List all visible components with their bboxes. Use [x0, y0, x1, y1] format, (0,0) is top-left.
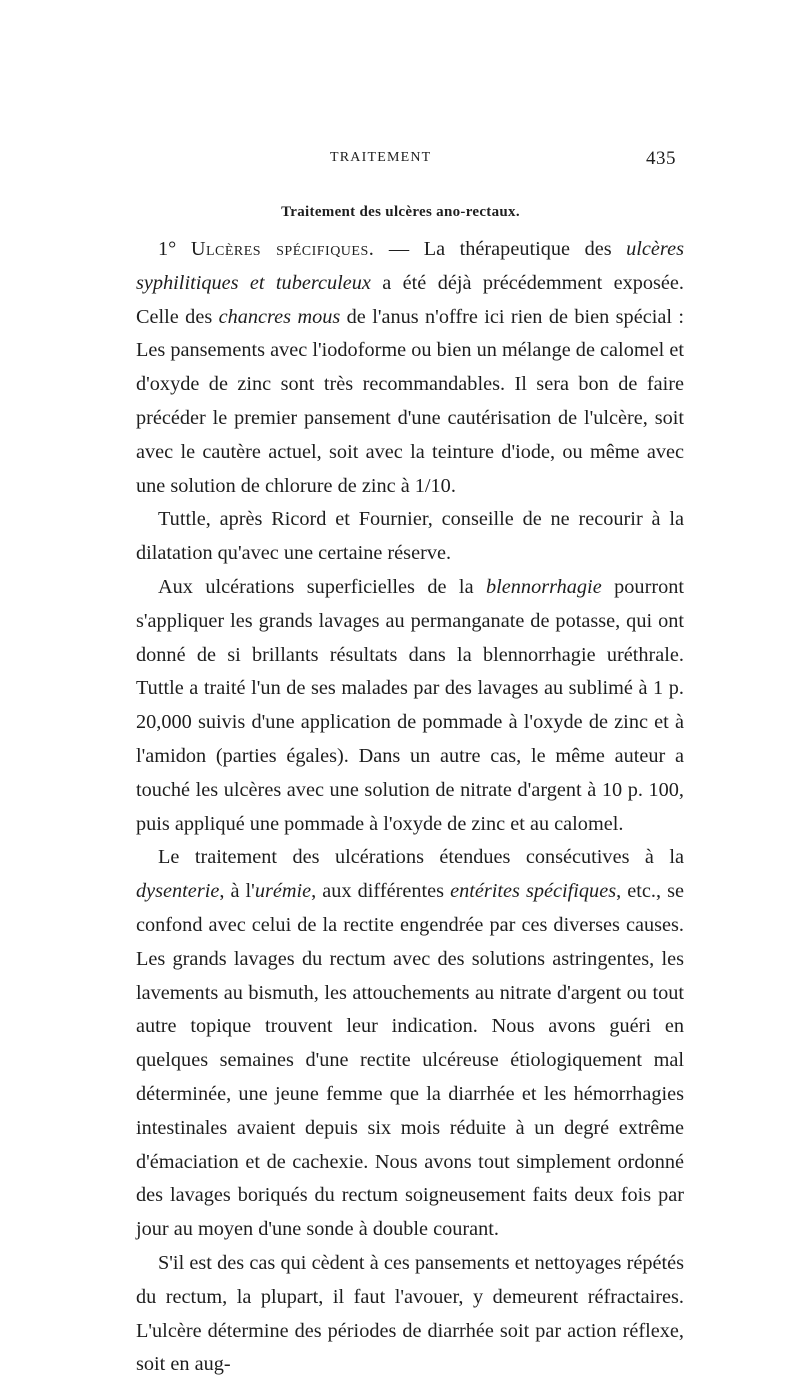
- paragraph-ulceres-specifiques: 1° Ulcères spécifiques. — La thérapeutique des ulcères syphilitiques et tuberculeux a été déjà précédemment exposée. Celle des chancres mous de l'anus n'offre ici rien de bien spécial : Les pansements avec l'iodoforme ou bien un mélange de calomel et d'oxyde de zinc sont très recommandables. Il sera bon de faire précéder le premier pansement d'une cautérisation de l'ulcère, soit avec le cautère actuel, soit avec la teinture d'iode, ou même avec une solution de chlorure de zinc à 1/10.: [136, 238, 684, 497]
- section-title: Traitement des ulcères ano-rectaux.: [281, 204, 520, 220]
- paragraph-refractaires: S'il est des cas qui cèdent à ces pansements et nettoyages répétés du rectum, la plupart, il faut l'avouer, y demeurent réfractaires. L'ulcère détermine des périodes de diarrhée soit par action réflexe, soit en aug-: [136, 1251, 684, 1376]
- page-number: 435: [646, 148, 676, 169]
- paragraph-tuttle-dilatation: Tuttle, après Ricord et Fournier, conseille de ne recourir à la dilatation qu'avec une certaine réserve.: [136, 508, 684, 565]
- paragraph-blennorrhagie: Aux ulcérations superficielles de la blennorrhagie pourront s'appliquer les grands lavages au permanganate de potasse, qui ont donné de si brillants résultats dans la blennorrhagie uréthrale. Tuttle a traité l'un de ses malades par des lavages au sublimé à 1 p. 20,000 suivis d'une application de pommade à l'oxyde de zinc et à l'amidon (parties égales). Dans un autre cas, le même auteur a touché les ulcères avec une solution de nitrate d'argent à 10 p. 100, puis appliqué une pommade à l'oxyde de zinc et au calomel.: [136, 575, 684, 835]
- heading-run-in: Ulcères spécifiques.: [190, 238, 375, 260]
- body-text: [136, 233, 684, 1382]
- paragraph-ulcerations-etendues: Le traitement des ulcérations étendues consécutives à la dysenterie, à l'urémie, aux différentes entérites spécifiques, etc., se confond avec celui de la rectite engendrée par ces diverses causes. Les grands lavages du rectum avec des solutions astringentes, les lavements au bismuth, les attouchements au nitrate d'argent ou tout autre topique trouvent leur indication. Nous avons guéri en quelques semaines d'une rectite ulcéreuse étiologiquement mal déterminée, une jeune femme que la diarrhée et les hémorrhagies intestinales avaient depuis six mois réduite à un degré extrême d'émaciation et de cachexie. Nous avons tout simplement ordonné des lavages boriqués du rectum soigneusement faits deux fois par jour au moyen d'une sonde à double courant.: [136, 846, 684, 1241]
- running-head: [0, 148, 801, 172]
- running-title: TRAITEMENT: [330, 150, 432, 165]
